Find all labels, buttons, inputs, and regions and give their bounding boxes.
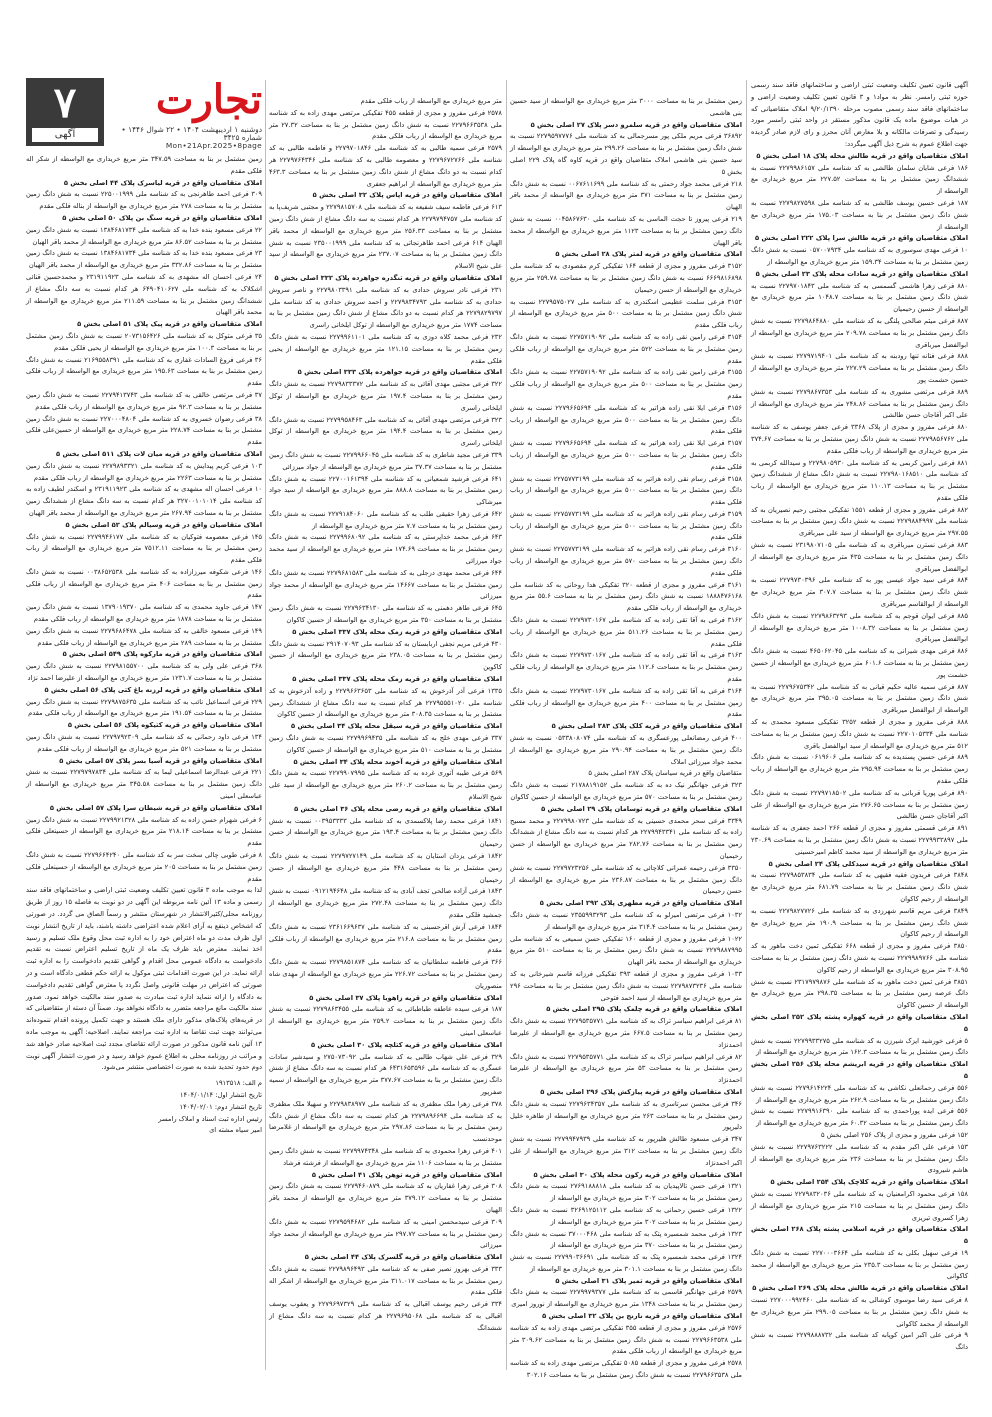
page-header — [26, 76, 262, 150]
notice-paragraph: ۲۲۹ فرعی اسماعیل نائب به کد شناسه ملی ۲۲۷۹۸۷۵۶۳۵ نسبت به شش دانگ زمین مشتمل بر بنا به مساحت ۱۹۱.۵۴ متر مربع خریداری مع الواسطه از رباب فلکی مقدم — [26, 697, 262, 718]
notice-paragraph: ۳۱۵۵ فرعی رامین نقی زاده به کد شناسه ملی ۲۲۷۵۷۱۹۰۹۲ نسبت به شش دانگ زمین مشتمل بر بنا به مساحت ۵۰۰ متر مربع خریداری مع الواسطه از رباب فلکی مقدم — [510, 368, 742, 400]
section-heading: املاک متقاضیان واقع در قریه توسامان پلاک ۲۹ اصلی بخش ۵ — [541, 804, 742, 813]
section-heading: املاک متقاضیان واقع در قریه زکون محله پلاک ۳۰ اصلی بخش ۵ — [533, 1170, 742, 1179]
section-label: آگهی — [32, 128, 98, 142]
notice-paragraph: ۱۸۴۴ فرعی آرش اقرحسینی به کد شناسه ملی ۲۳۶۱۶۶۹۶۳۷ نسبت به شش دانگ زمین مشتمل بر بنا به مساحت ۲۱۶.۸ متر مربع خریداری مع الواسطه از رباب فلکی مقدم — [269, 922, 502, 955]
notice-paragraph: ۳۸ فرعی رضوان خسروی به کد شناسه ملی ۲۲۷۰۰۰۴۸۰۴ نسبت به شش دانگ زمین مشتمل بر بنا به مساحت ۲۲۸.۷۴ متر مربع خریداری مع الواسطه از حسین‌علی فلکی مقدم — [26, 414, 262, 447]
notice-paragraph: ۳۳۳ فرعی بهروز نصیر صفی به کد شناسه ملی ۲۲۷۹۸۹۶۴۹۳ نسبت به شش دانگ زمین مشتمل بر بنا به مساحت ۳۱۱.۰۱۷ متر مربع خریداری مع الواسطه از اشکر اله فلکی مقدم — [269, 1264, 502, 1297]
notice-paragraph: ۵ فرعی خورشید ایزک شیرزن به کد شناسه ملی ۲۲۷۹۹۳۳۲۷۵ نسبت به شش دانگ زمین مشتمل بر بنا به مساحت ۱۶۲.۳ متر مربع خریداری مع الواسطه از — [751, 1036, 968, 1057]
text-column-3 — [269, 96, 502, 1370]
section-heading: املاک متقاضیان واقع در قریه زمک محله پلاک ۳۳۷ اصلی بخش ۵ — [292, 675, 502, 684]
notice-paragraph: ۳۷ فرعی مرتضی خالقی به کد شناسه ملی ۲۲۷۹۴۱۳۷۴۳ نسبت به شش دانگ زمین مشتمل بر بنا به مساحت ۹۲.۳ متر مربع خریداری مع الواسطه از رباب فلکی مقدم — [26, 390, 262, 411]
notice-paragraph: ۶۴۱ فرعی فرشید شمعیانی به کد شناسه ملی ۲۲۷۰۰۱۶۱۳۹۴ نسبت به شش دانگ زمین مشتمل بر بنا به مساحت ۸۸۸.۸ متر مربع خریداری مع الواسطه از سید جواد میرشاکی — [269, 474, 502, 507]
notice-paragraph: ۱۳۴ فرعی داود رحمانی به کد شناسه ملی ۲۲۷۹۷۹۲۳۰۹ نسبت به شش دانگ زمین مشتمل بر بنا به مساحت ۵۲۱ متر مربع خریداری مع الواسطه از رباب فلکی مقدم — [26, 733, 262, 753]
notice-paragraph: ۸۸۴ فرعی سید جواد عیسی پور به کد شناسه ملی ۲۲۷۹۷۳۰۳۹۶ نسبت به شش دانگ زمین مشتمل بر بنا به مساحت ۳۰۷.۷ متر مربع خریداری مع الواسطه از ابوالقاسم میرباقری — [751, 576, 968, 609]
notice-paragraph: ۱۸۴۲ فرعی یزدان استایان به کد شناسه ملی ۲۲۷۹۷۲۷۱۴۹ نسبت به شش دانگ زمین مشتمل بر بنا به مساحت ۴۴۸ متر مربع خریداری مع الواسطه از حسن رحیمیان — [269, 852, 503, 884]
notice-paragraph: ۳۲۳ فرعی جهانگیر نیک ده به کد شناسه ملی ۲۱۷۸۸۱۹۱۵۲ نسبت به شش دانگ زمین مشتمل بر بنا به مساحت ۵۷۰ متر مربع خریداری مع الواسطه از حسین کاکوان — [510, 781, 742, 802]
newspaper-logo: تجارت — [155, 76, 262, 123]
notice-paragraph: ۵۵۶ فرعی ایده پوراحمدی به کد شناسه ملی ۲۲۷۹۹۱۶۳۹۰ نسبت به شش دانگ زمین مشتمل بر بنا به مساحت ۶۰.۳۲ متر مربع خریداری مع الواسطه از — [751, 1107, 968, 1128]
section-heading: املاک متقاضیان واقع در قریه گلسرک پلاک ۴۴ اصلی بخش ۵ — [304, 1253, 502, 1262]
section-heading: املاک متقاضیان واقع در قریه کلاچک پلاک ۲۵۴ اصلی بخش ۵ — [770, 1178, 968, 1187]
notice-paragraph: ۳۴۷ فرعی مسعود طالش هلیرپور به کد شناسه ملی ۲۲۷۹۹۴۷۹۳۹ نسبت به شش دانگ زمین مشتمل بر بنا به مساحت ۳۱۲ متر مربع خریداری مع الواسطه از علی اکبر احمدنژاد — [510, 1135, 742, 1167]
section-heading: املاک متقاضیان واقع در قریه اسلامی پشته پلاک ۲۶۸ اصلی بخش ۵ — [751, 1225, 968, 1246]
section-heading: املاک متقاضیان واقع در قریه سنگ بن پلاک ۵۰ اصلی بخش ۵ — [62, 213, 262, 222]
notice-paragraph: ۱۴۶ فرعی شکوفه میرزازاده به کد شناسه ملی ۰۰۳۸۶۵۲۵۳۸ نسبت به شش دانگ زمین مشتمل بر بنا به مساحت ۴۰۶ متر مربع خریداری مع الواسطه از رباب فلکی مقدم — [26, 567, 262, 600]
notice-paragraph: ۲۵۷۹ فرعی جهانگیر قاسمی به کد شناسه ملی ۲۲۷۹۹۷۹۳۷۷ نسبت به شش دانگ زمین مشتمل بر بنا به مساحت ۱۳۴۸ متر مربع خریداری مع الواسطه از نوروز امیری — [510, 1288, 742, 1309]
notice-paragraph: ۲۳۲ فرعی محمد کلاه دوزی به کد شناسه ملی ۲۲۷۹۹۶۱۱۰۱ نسبت به شش دانگ زمین مشتمل بر بنا به مساحت ۱۲۱.۱۵ متر مربع خریداری مع الواسطه از یحیی فلکی مقدم — [269, 332, 503, 365]
section-heading: املاک متقاضیان واقع در قریه اپاس پلاک ۳۲ اصلی بخش ۵ — [312, 191, 502, 200]
notice-paragraph: ۱۸۴۳ فرعی آزاده صالحی تجف آبادی به کد شناسه ملی ۰۹۱۲۱۹۴۶۴۸ نسبت به شش دانگ زمین مشتمل بر بنا به مساحت ۲۷۲.۴۸ متر مربع خریداری مع الواسطه از جمشید فلکی مقدم — [269, 887, 502, 919]
section-heading: املاک متقاضیان واقع در قریه سلمرو دسر پلاک ۲۷ اصلی بخش ۵ — [530, 120, 742, 129]
notice-paragraph: زمین مشتمل بر بنا به مساحت ۳۰۰۰ متر مربع خریداری مع الواسطه از سید حسین بنی هاشمی — [510, 97, 742, 117]
notice-paragraph: ۸۸۸ فرعی فتانه تنها رودبنه به کد شناسه ملی ۲۲۷۹۷۱۹۴۰۱ نسبت به شش دانگ زمین مشتمل بر بنا به مساحت ۲۲۷.۲۹ متر مربع خریداری مع الواسطه از حسین حشمت پور — [751, 352, 968, 384]
notice-paragraph: ۳۰۹ فرعی سیدمحسن امینی به کد شناسه ملی ۲۲۷۹۵۹۴۶۸۲ نسبت به شش دانگ زمین مشتمل بر بنا به مساحت ۲۹۷.۷۲ متر مربع خریداری مع الواسطه از محمد جواد میرزائی — [269, 1217, 502, 1250]
notice-paragraph: ۳۲۹ فرعی علی شهاب طالبی به کد شناسه ملی ۲۷۵۰۷۳۰۹۲ و سیدشیر سادات عسگری به کد شناسه ملی ۶۴۳۱۶۵۳۵۹۶ هر کدام نسبت به سه دانگ مشاع از شش دانگ زمین مشتمل بر بنا به مساحت ۳۷۷.۶۷ متر مربع خریداری مع الواسطه از سمیه صفرپور — [269, 1052, 502, 1096]
section-heading: املاک متقاضیان واقع در قریه مطهری پلاک ۲۹۲ اصلی بخش ۵ — [539, 899, 742, 908]
section-heading: املاک متقاضیان واقع در قریه کتیکوه پلاک ۵۶ اصلی بخش ۵ — [67, 721, 262, 730]
notice-paragraph: ۱۸۷ فرعی سیده عاطفه طباطبائی به کد شناسه ملی ۲۲۷۹۸۶۳۴۵۵ نسبت به شش دانگ زمین مشتمل بر بنا به مساحت ۲۵۹.۲ متر مربع خریداری مع الواسطه از عباسعلی امینی — [269, 1005, 502, 1037]
section-heading: املاک متقاضیان واقع در قریه زاهوبا پلاک ۳۷ اصلی بخش ۵ — [309, 993, 502, 1002]
section-heading: املاک متقاضیان واقع در قریه شیطان سرا پلاک ۵۷ اصلی بخش ۵ — [49, 803, 262, 812]
notice-paragraph: ۸۸۸ فرعی مفروز و مجزی از قطعه ۳۲۵۲ تفکیکی مسعود محمدی به کد شناسه ملی ۲۲۷۰۱۰۵۳۳۴ نسبت به شش دانگ زمین مشتمل بر بنا به مساحت ۵۱۲ متر مربع خریداری مع الواسطه از سید ابوالفضل باقری — [751, 718, 968, 750]
notice-footer — [26, 1078, 262, 1137]
section-heading: املاک متقاضیان واقع در قریه میان لات پلاک ۵۱۱ اصلی بخش ۵ — [56, 449, 262, 458]
notice-paragraph: ۲۴ فرعی احسان اله مشهدی به کد شناسه ملی ۲۳۱۹۱۱۹۲۳ و محمدحسین قنائی اشکلاک به کد شناسه ملی ۶۴۹۰۴۱۰۶۲۷ هر کدام نسبت به سه دانگ مشاع از ششدانگ زمین مشتمل بر بنا به مساحت ۲۱۱.۵۹ متر مربع خریداری مع الواسطه از محمد باقر الهیان — [26, 272, 263, 317]
notice-paragraph: ۸ فرعی سید رضا موسوی کوشالی به کد شناسه ملی ۲۲۷۰۰۰۹۹۲۴۶۰ نسبت به شش دانگ زمین مشتمل بر بنا به مساحت ۲۹۹.۰۵ متر مربع خریداری مع الواسطه از محمد کاکوانی — [751, 1296, 968, 1328]
notice-paragraph: ۱۴۷ فرعی جاوید محمدی به کد شناسه ملی ۱۳۷۹۰۱۹۳۷۰ نسبت به شش دانگ زمین مشتمل بر بنا به مساحت ۱۸۷۸ متر مربع خریداری مع الواسطه از رباب فلکی مقدم — [26, 603, 262, 624]
notice-paragraph: ۳۳۹ فرعی مجید شاطری به کد شناسه ملی ۲۲۷۹۹۶۶۰۴۵ نسبت به شش دانگ زمین مشتمل بر بنا به مساحت ۳۷.۳۷ متر مربع خریداری مع الواسطه از جواد میرزائی — [269, 450, 502, 471]
notice-paragraph: ۸۸۷ فرعی میثم صالحی پلنگی به کد شناسه ملی ۲۲۷۹۸۶۴۸۸۰ نسبت به شش دانگ زمین مشتمل بر بنا به مساحت ۲۰۹.۷۸ متر مربع خریداری مع الواسطه از ابوالفضل میرباقری — [751, 316, 968, 349]
notice-paragraph: متقاضیان واقع در قریه سیاسان پلاک ۲۸۷ اصلی بخش ۵ — [588, 769, 742, 778]
section-heading: املاک متقاضیان واقع در قریه رضی محله پلاک ۳۶ اصلی بخش ۵ — [294, 804, 502, 813]
notice-paragraph: ۱۳۲۱ فرعی حسن تالاپیدیان به کد شناسه ملی ۲۷۶۹۱۸۸۸۱۸ نسبت به شش دانگ زمین مشتمل بر بنا به مساحت ۳۰۲ متر مربع خریداری مع الواسطه از — [510, 1182, 742, 1203]
notice-paragraph: ۱۰۳۳ فرعی مفروز و مجزی از قطعه ۳۹۳ تفکیکی فرزانه قاسم شیرخانی به کد شناسه ملی ۲۲۷۹۸۷۳۲۳۶ نسبت به شش دانگ زمین مشتمل بر بنا به مساحت ۲۹۶ متر مربع خریداری مع الواسطه از سید احمد فتوحی — [510, 969, 742, 1002]
section-heading: املاک متقاضیان واقع در قریه چلمک پلاک ۲۹۵ اصلی بخش ۵ — [546, 1005, 742, 1014]
notice-paragraph: ۸۸۵ فرعی ایوان قوجم به کد شناسه ملی ۲۲۷۹۸۶۳۲۹۳ نسبت به شش دانگ زمین مشتمل بر بنا به مساحت ۱۰۰۸.۳۲ متر مربع خریداری مع الواسطه از ابوالفضل میرباقری — [751, 611, 968, 644]
notice-paragraph: ۳۶۶ فرعی فاطمه سلطانیان به کد شناسه ملی ۲۲۷۹۸۵۱۸۷۴ نسبت به شش دانگ زمین مشتمل بر بنا به مساحت ۲۲۶.۷۲ متر مربع خریداری مع الواسطه از مهدی شاه منصوریان — [269, 958, 503, 990]
notice-paragraph: ۱۹ فرعی سهیل بکلی به کد شناسه ملی ۲۲۷۰۰۰۳۶۶۴ نسبت به شش دانگ زمین مشتمل بر بنا به مساحت ۲۳۵.۳ متر مربع خریداری مع الواسطه از محمد کاکوانی — [751, 1248, 968, 1281]
notice-paragraph: ۸۸۶ فرعی مهدی شیرانی به کد شناسه ملی ۴۶۵۰۶۲۰۴۵ نسبت به شش دانگ زمین مشتمل بر بنا به مساحت ۶۰۱.۶ متر مربع خریداری مع الواسطه از حسین حشمت پور — [751, 647, 969, 679]
section-heading: املاک متقاضیان واقع در قریه آخوند محله پلاک ۳۴ اصلی بخش ۵ — [293, 757, 502, 766]
notice-paragraph: ۸۸۹ فرعی مرتضی مشوری به کد شناسه ملی ۲۲۷۹۸۶۷۳۵۳ نسبت به شش دانگ زمین مشتمل بر بنا به مساحت ۲۴۸.۸۶ متر مربع خریداری مع الواسطه از علی اکبر آقاجان حسن طالشی — [751, 387, 968, 420]
section-heading: املاک متقاضیان واقع در قریه توهن پلاک ۴۱ اصلی بخش ۵ — [311, 1170, 502, 1179]
section-heading: املاک متقاضیان واقع در قریه نارنج بن پلاک ۳۲ اصلی بخش ۵ — [542, 1312, 742, 1321]
notice-paragraph: ۳۸۵۰ فرعی مفروز و مجزی از قطعه ۶۶۸ تفکیکی ثمین دخت ماهور به کد شناسه ملی ۲۲۷۹۹۸۹۷۶۶ نسبت به شش دانگ زمین مشتمل بر بنا به مساحت ۳۰۸.۹۵ متر مربع خریداری مع الواسطه از رحیم کاکوان — [751, 942, 968, 974]
notice-paragraph: ۳۸۴۸ فرعی فریدون فقیه فقیهی به کد شناسه ملی ۲۲۷۹۸۵۳۸۳۴ نسبت به شش دانگ زمین مشتمل بر بنا به مساحت ۶۸۱.۷۹ متر مربع خریداری مع الواسطه از رحیم کاکوان — [751, 871, 968, 903]
notice-paragraph: ۲۲۱ فرعی عبدالرضا اسماعیلی لیما به کد شناسه ملی ۲۲۷۹۷۹۷۸۳۴ نسبت به شش دانگ زمین مشتمل بر بنا به مساحت ۳۴۵.۵۸ متر مربع خریداری مع الواسطه از عباسعلی امینی — [26, 768, 262, 801]
notice-paragraph: ۶۱۳ فرعی فاطمه سیف شفیعه به کد شناسه ملی ۲۲۷۹۸۱۵۷۰۸ و مجتبی شریف‌پا به کد شناسه ملی ۲۲۷۹۷۹۴۷۵۷ هر کدام نسبت به سه دانگ مشاع از شش دانگ زمین مشتمل بر بنا به مساحت ۲۵۶.۳۳ متر مربع خریداری مع الواسطه از محمد باقر الهیان ۶۱۴ فرعی احمد طاهرنجاتی به کد شناسه ملی ۲۳۵۰۰۱۹۹۹ نسبت به شش دانگ زمین مشتمل بر بنا به مساحت ۲۳۷.۰۷ متر مربع خریداری مع الواسطه از سید علی شیخ الاسلام — [269, 203, 503, 271]
notice-paragraph: ۳۱۶۱ فرعی مفروز و مجزی از قطعه ۳۲۰ تفکیکی هدا روحانی به کد شناسه ملی ۱۸۸۸۴۷۶۱۶۸ نسبت به شش دانگ زمین مشتمل بر بنا به مساحت ۵۵.۶ متر مربع خریداری مع الواسطه از رباب فلکی مقدم — [510, 580, 742, 613]
notice-paragraph: ۳۱۵۴ فرعی رامین نقی زاده به کد شناسه ملی ۲۲۷۵۷۱۹۰۹۲ نسبت به شش دانگ زمین مشتمل بر بنا به مساحت ۵۲۲ متر مربع خریداری مع الواسطه از رباب فلکی مقدم — [510, 332, 742, 365]
footer-date2: تاریخ انتشار دوم: ۱۴۰۴/۰۲/۰۱ — [179, 1102, 262, 1111]
notice-paragraph: ۱۳۲۴ فرعی محمد شمسیره پتک به کد شناسه ملی ۲۲۷۹۹۰۳۶۶۹۱ نسبت به شش دانگ زمین مشتمل بر بنا به مساحت ۳۰۱.۱ متر مربع خریداری مع الواسطه از — [510, 1253, 742, 1273]
notice-paragraph: ۵۶۹ فرعی طیبه آتوری غرده به کد شناسه ملی ۲۲۷۹۹۰۷۹۹۵ نسبت به شش دانگ زمین مشتمل بر بنا به مساحت ۲۶۰.۲ متر مربع خریداری مع الواسطه از سید علی شیخ الاسلام — [269, 769, 503, 802]
section-heading: املاک متقاضیان واقع در قریه سادات محله پلاک ۲۳ اصلی بخش ۵ — [755, 269, 968, 278]
notice-paragraph: ۳۳۴ فرعی رحیم یوسف اقبالی به کد شناسه ملی ۲۲۷۹۶۹۷۳۲۹ و یعقوب یوسف اقبالی به کد شناسه ملی ۲۲۷۹۶۹۵۰۶۸ هر کدام نسبت به سه دانگ مشاع از ششدانگ — [269, 1300, 503, 1332]
notice-paragraph: ۲۱۸ فرعی محمد جواد رحمتی به کد شناسه ملی ۰۰۶۷۶۱۱۶۹۹ نسبت به شش دانگ زمین مشتمل بر بنا به مساحت ۳۷۱ متر مربع خریداری مع الواسطه از محمد باقر الهیان — [510, 179, 742, 212]
notice-paragraph: آگهی قانون تعیین تکلیف وضعیت ثبتی اراضی و ساختمانهای فاقد سند رسمی حوزه ثبتی رامسر. نظر به مواد۱ و ۳ قانون تعیین تکلیف وضعیت اراضی و ساختمانهای فاقد سند رسمی مصوب مرحله ۹/۲۰/۱۳۹۰ املاک متقاضیانی که در هیات موضوع ماده یک قانون مذکور مستقر در واحد ثبتی رامسر مورد رسیدگی و تصرفات مالکانه و بلا معارض آنان محرز و رای لازم صادر گردیده جهت اطلاع عموم به شرح ذیل آگهی میگردد: — [751, 81, 968, 148]
notice-paragraph: ۳۸۵۱ فرعی ثمین دخت ماهور به کد شناسه ملی ۲۳۱۷۹۷۹۸۷۶ نسبت به شش دانگ عرصه زمین مشتمل بر بنا به مساحت ۲۹۸.۳۵ متر مربع خریداری مع الواسطه از حسین کاکوان — [751, 977, 968, 1010]
notice-paragraph: ۲۵۷۸ فرعی مفروز و مجزی از قطعه ۵۰۸۵ تفکیکی مرتضی مهدی زاده به کد شناسه ملی ۲۲۷۹۶۶۳۵۳۸ نسبت به شش دانگ زمین مشتمل بر بنا به مساحت ۳۰۲.۱۶ — [510, 1359, 742, 1380]
notice-paragraph: ۳۱۶۲ فرعی به آقا تقی زاده به کد شناسه ملی ۲۲۷۹۷۳۰۱۶۷ نسبت به شش دانگ زمین مشتمل بر بنا به مساحت ۵۱۱.۲۶ متر مربع خریداری مع الواسطه از رباب فلکی مقدم — [510, 616, 742, 648]
text-column-4 — [26, 154, 262, 1370]
notice-paragraph: ۳۵ فرعی متوکل به کد شناسه ملی ۲۰۷۳۱۵۶۴۲۶ نسبت به شش دانگ زمین مشتمل بر بنا به مساحت ۱۰۰.۳ متر مربع خریداری مع الواسطه از یحیی فلکی مقدم — [26, 331, 262, 352]
column-rule — [746, 80, 747, 1370]
notice-paragraph: ۱۳۳۵ فرعی آذر آذرخوش به کد شناسه ملی ۲۲۷۹۶۶۳۶۵۳ و زاده آذرخوش به کد شناسه ملی ۲۲۷۹۵۵۵۱۰۲۰ هر کدام نسبت به سه دانگ مشاع از ششدانگ زمین مشتمل بر بنا به مساحت ۳۰۸.۳۵ متر مربع خریداری مع الواسطه از حسین کاکوان — [269, 686, 502, 719]
section-heading: املاک متقاضیان واقع در قریه پیک پلاک ۵۱ اصلی بخش ۵ — [77, 320, 262, 329]
notice-paragraph: ۳۶۸ فرعی علی ولی به کد شناسه ملی ۲۲۷۹۸۱۵۵۷۰۰ نسبت به شش دانگ زمین مشتمل بر بنا به مساحت ۱۲۳۱.۷ متر مربع خریداری مع الواسطه از علیرضا احمد نژاد — [26, 662, 262, 683]
section-heading: املاک متقاضیان واقع در قریه لمتر پلاک ۲۸ اصلی بخش ۵ — [555, 250, 742, 259]
notice-paragraph: ۲۱۹ فرعی پیروز تا حجت الماسی به کد شناسه ملی ۰۰۴۵۸۶۷۶۳۰ نسبت به شش دانگ زمین مشتمل بر بنا به مساحت ۱۱۲۳ متر مربع خریداری مع الواسطه از محمد باقر الهیان — [510, 214, 742, 247]
section-heading: املاک متقاضیان واقع در قریه لرزنه باغ کتی پلاک ۵۶ اصلی بخش ۵ — [44, 685, 262, 694]
notice-paragraph: ۱۰ فرعی مهدی سوسوری به کد شناسه ملی ۰۵۷۰۰۷۹۳۴ نسبت به شش دانگ زمین مشتمل بر بنا به مساحت ۱۵۹.۳۴ متر مربع خریداری مع الواسطه از — [751, 246, 968, 266]
notice-paragraph: ۸۸۹ فرعی حسین پسندیده به کد شناسه ملی ۰۶۱۹۶۰۶ نسبت به شش دانگ زمین مشتمل بر بنا به مساحت ۲۹۵.۹۴ متر مربع خریداری مع الواسطه از رباب فلکی مقدم — [751, 753, 968, 786]
notice-paragraph: ۳۱۶۳ فرعی به آقا تقی زاده به کد شناسه ملی ۲۲۷۹۷۳۰۱۶۷ نسبت به شش دانگ زمین مشتمل بر بنا به مساحت ۱۱۲.۶ متر مربع خریداری مع الواسطه از رباب فلکی مقدم — [510, 651, 742, 684]
notice-paragraph: ۳۲۳ فرعی مرتضی مهدی آقائی به کد شناسه ملی ۲۲۷۹۹۵۸۴۶۳ نسبت به شش دانگ زمین مشتمل بر بنا به مساحت ۱۹۴.۴ متر مربع خریداری مع الواسطه از توکل ایلخانی راسری — [269, 415, 502, 448]
notice-paragraph: ۱۰۳۲ فرعی مرتضی امیرلو به کد شناسه ملی ۲۳۵۵۹۹۳۲۹۳ نسبت به شش دانگ زمین مشتمل بر بنا به مساحت ۳۱۴.۴ متر مربع خریداری مع الواسطه از — [510, 910, 742, 931]
notice-paragraph: ۳۴۶ فرعی محسن سرتاسری به کد شناسه ملی ۲۲۷۹۶۳۴۳۵۷ نسبت به شش دانگ زمین مشتمل بر بنا به مساحت ۲۶۳ متر مربع خریداری مع الواسطه از طاهره خلیل دلیرپور — [510, 1099, 742, 1132]
notice-paragraph: ۶ فرعی شهرام حسن زاده به کد شناسه ملی ۲۲۷۹۹۲۱۳۲۸ نسبت به شش دانگ زمین مشتمل بر بنا به مساحت ۲۱۸.۱۴ متر مربع خریداری مع الواسطه از حسینعلی فلکی مقدم — [26, 815, 263, 848]
section-heading: املاک متقاضیان واقع در قریه وسیالم پلاک ۵۲ اصلی بخش ۵ — [65, 520, 262, 529]
notice-paragraph: ۱۴۵ فرعی معصومه فتوکیان به کد شناسه ملی ۲۲۷۹۹۴۶۱۷۷ نسبت به شش دانگ زمین مشتمل بر بنا به مساحت ۷۵۱۲.۱۱ متر مربع خریداری مع الواسطه از رباب فلکی مقدم — [26, 532, 262, 565]
section-heading: املاک متقاضیان واقع در قریه جواهرده پلاک ۳۳۳ اصلی بخش ۵ — [297, 368, 502, 377]
notice-paragraph: لذا به موجب ماده ۳ قانون تعیین تکلیف وضعیت ثبتی اراضی و ساختمانهای فاقد سند رسمی و ماده ۱۳ آئین نامه مربوطه این آگهی در دو نوبت به فاصله ۱۵ روز از طریق روزنامه محلی/کثیرالانتشار در شهرستان منتشر و رسماً الصاق می گردد. در صورتی که اشخاص ذینفع به آرای اعلام شده اعتراضی داشته باشند، باید از تاریخ انتشار نوبت اول ظرف مدت دو ماه اعتراض خود را به اداره ثبت محل وقوع ملک تسلیم و رسید اخذ نمایند. معترض باید ظرف یک ماه از تاریخ تسلیم اعتراض نسبت به تقدیم دادخواست به دادگاه عمومی محل اقدام و گواهی تقدیم دادخواست را به اداره ثبت ارائه نماید. در این صورت اقدامات ثبتی موکول به ارائه حکم قطعی دادگاه است و در صورتی که اعتراض در مهلت قانونی واصل نگردد یا معترض گواهی تقدیم دادخواست به دادگاه را ارائه ننماید اداره ثبت مبادرت به صدور سند مالکیت خواهد نمود. صدور سند مالکیت مانع مراجعه متضرر به دادگاه نخواهد بود. ضمناً آن دسته از متقاضیانی که در قریه‌های پلاک‌های مذکور دارای ملک هستند و جهت تکمیل پرونده اقدام ننموده‌اند می‌توانند جهت ثبت تقاضا به اداره ثبت مراجعه نمایند. اصلاحیه: آگهی به موجب ماده ۱۳ آئین نامه قانون مذکور در صورت ارائه تقاضای مجدد ثبت اصلاحیه صادر خواهد شد و مراتب در روزنامه محلی به اطلاع عموم خواهد رسید و در صورت انتشار آگهی نوبت دوم حدود تحدید شده به صورت اختصاصی منتشر می‌شود. — [26, 886, 263, 1072]
notice-paragraph: ۸۸۷ فرعی سمیه عالیه حکیم قیانی به کد شناسه ملی ۲۲۷۹۶۷۵۳۴۲ نسبت به شش دانگ زمین مشتمل بر بنا به مساحت ۳۹۵.۰۵ متر مربع خریداری مع الواسطه از ابوالفضل میرباقری — [751, 682, 968, 715]
column-rule — [265, 80, 266, 1370]
section-heading: املاک متقاضیان واقع در قریه کلک پلاک ۲۸۳ اصلی بخش ۵ — [551, 722, 742, 731]
notice-paragraph: ۴۰۱ فرعی زهرا محمودی به کد شناسه ملی ۲۲۷۹۹۷۴۳۴۸ نسبت به شش دانگ زمین مشتمل بر بنا به مساحت ۱۱۰۶ متر مربع خریداری مع الواسطه از فرشته فرشاد — [269, 1146, 502, 1167]
notice-paragraph: ۸۹۱ فرعی قسمتی مفروز و مجزی از قطعه ۲۶۶ احمد جعفری به کد شناسه ملی ۲۲۷۹۹۳۳۸۹۷ نسبت به شش دانگ زمین مشتمل بر بنا به مساحت ۲۳۰.۶۹ متر مربع خریداری مع الواسطه از سید محمد کاظم امیرحسینی — [751, 824, 969, 856]
notice-paragraph: ۶۴۵ فرعی طاهر دهمنی به کد شناسه ملی ۲۲۷۹۶۳۴۱۳۰ نسبت به شش دانگ زمین مشتمل بر بنا به مساحت ۳۵۰ متر مربع خریداری مع الواسطه از حسین کاکوان — [269, 604, 502, 625]
footer-office: رئیس اداره ثبت اسناد و املاک رامسر — [158, 1114, 262, 1123]
notice-paragraph: ۲۳۱ فرعی نادر سروش حدادی به کد شناسه ملی ۲۲۷۹۸۰۳۳۹۱ و ناصر سروش حدادی به کد شناسه ملی ۲۲۷۹۸۳۴۷۹۳ و احمد سروش حدادی به کد شناسه ملی ۲۲۷۹۸۲۹۷۹۷ هر کدام نسبت به دو دانگ مشاع از شش دانگ زمین مشتمل بر بنا به مساحت ۱۷۷۴ متر مربع خریداری مع الواسطه از توکل ایلخانی راسری — [269, 285, 503, 330]
notice-paragraph: ۱۳۲۳ فرعی محمد شمسیره پتک به کد شناسه ملی ۳۷۰۰۰۴۶۸ نسبت به شش دانگ زمین مشتمل بر بنا به مساحت ۳۷۰ متر مربع خریداری مع الواسطه از — [510, 1229, 742, 1250]
notice-paragraph: ۶۴۲ فرعی زهرا حقیقی طلب به کد شناسه ملی ۲۲۷۹۱۸۴۰۶۰ نسبت به شش دانگ زمین مشتمل بر بنا به مساحت ۷.۷ متر مربع خریداری مع الواسطه از — [269, 509, 502, 530]
notice-paragraph: ۳۶۸۹۲ فرعی مریم ملکی پور مسرجمالی به کد شناسه ملی ۲۲۷۹۵۹۷۷۷۶ نسبت به شش دانگ زمین مشتمل بر بنا به مساحت ۲۹۹.۲۶ متر مربع خریداری مع الواسطه از سید حسین بنی هاشمی املاک متقاضیان واقع در قریه کاوه گاه پلاک ۲۲۹ اصلی بخش ۵ — [510, 132, 743, 176]
section-heading: املاک متقاضیان واقع در قریه آسیا بسر پلاک ۵۷ اصلی بخش ۵ — [59, 756, 262, 765]
notice-paragraph: ۱۵۳ فرعی علی اکبر مقدم به کد شناسه ملی ۲۲۷۹۷۶۳۲۲۲ نسبت به شش دانگ زمین مشتمل بر بنا به مساحت ۲۳۶ متر مربع خریداری مع الواسطه از هاشم شیرودی — [751, 1142, 968, 1175]
notice-paragraph: ۴۳۰ فرعی مریم نجفی اربابستان به کد شناسه ملی ۲۹۱۴۰۷۰۹۳ نسبت به شش دانگ زمین مشتمل بر بنا به مساحت ۲۳۸.۰۵ متر مربع خریداری مع الواسطه از حسین کاکوین — [269, 639, 502, 672]
notice-paragraph: ۳۲۲ فرعی مجتبی مهدی آقائی به کد شناسه ملی ۲۲۷۹۸۳۳۳۷۲ نسبت به شش دانگ زمین مشتمل بر بنا به مساحت ۱۹۷.۴ متر مربع خریداری مع الواسطه از توکل ایلخانی راسری — [269, 380, 502, 412]
notice-paragraph: ۵۵۶ فرعی رحمانعلی نکاشی به کد شناسه ملی ۲۲۷۹۶۱۴۲۲۴ نسبت به شش دانگ زمین مشتمل بر بنا به مساحت ۲۶۲.۹ متر مربع خریداری مع الواسطه از — [751, 1083, 968, 1104]
dateline-latin: Mon•21Apr.2025•8page — [165, 141, 262, 150]
notice-paragraph: ۳۳۴۹ فرعی سحر محمدی حسینی به کد شناسه ملی ۲۲۷۹۹۸۰۷۲۳ و محمد مسیح زاده به کد شناسه ملی ۲۲۷۹۹۴۳۳۴۱ هر کدام نسبت به سه دانگ مشاع از ششدانگ زمین مشتمل بر بنا به مساحت ۲۸۲.۷۶ متر مربع خریداری مع الواسطه از حسن رحیمیان — [510, 816, 742, 860]
notice-paragraph: ۳۱۵۷ فرعی ایلا نقی زاده هزاتیر به کد شناسه ملی ۲۲۷۹۶۶۵۶۹۴ نسبت به شش دانگ زمین مشتمل بر بنا به مساحت ۵۰۰ متر مربع خریداری مع الواسطه از رباب فلکی مقدم — [510, 439, 743, 471]
page-number: ۷ — [53, 78, 77, 127]
notice-paragraph: ۶۴۳ فرعی محمد خداپرستی به کد شناسه ملی ۲۲۷۹۹۶۸۰۹۲ نسبت به شش دانگ زمین مشتمل بر بنا به مساحت ۱۷۴.۶۹ متر مربع خریداری مع الواسطه از سید محمد جواد میرزائی — [269, 533, 502, 566]
text-column-1 — [751, 80, 968, 1370]
notice-paragraph: ۸۸۳ فرعی نسترن میرباقری به کد شناسه ملی ۲۳۱۹۸۰۷۱۰۵ نسبت به شش دانگ زمین مشتمل بر بنا به مساحت ۴۳۵ متر مربع خریداری مع الواسطه از ابوالفضل میرباقری — [751, 541, 968, 573]
notice-paragraph: ۱۸۷ فرعی حسین یوسف طالشی به کد شناسه ملی ۲۲۷۹۸۲۷۵۹۸ نسبت به شش دانگ زمین مشتمل بر بنا به مساحت ۱۷۵.۰۳ متر مربع خریداری مع الواسطه از — [751, 198, 968, 231]
section-heading: املاک متقاضیان واقع در قریه تنگدره جواهرده پلاک ۳۳۲ اصلی بخش ۵ — [274, 273, 502, 282]
notice-paragraph: ۳۱۵۶ فرعی ایلا نقی زاده هزاتیر به کد شناسه ملی ۲۲۷۹۶۶۵۶۹۴ نسبت به شش دانگ زمین مشتمل بر بنا به مساحت ۵۰۰ متر مربع خریداری مع الواسطه از رباب فلکی مقدم — [510, 403, 743, 436]
section-heading: املاک متقاضیان واقع در قریه طالش محله پلاک ۲۶۹ اصلی بخش ۵ — [752, 1284, 968, 1293]
notice-paragraph: ۲۵۷۸ فرعی مفروز و مجزی از قطعه ۴۵۵ تفکیکی مرتضی مهدی زاده به کد شناسه ملی ۲۲۷۹۶۶۳۵۳۸ نسبت به شش دانگ زمین مشتمل بر بنا به مساحت ۲۷.۳۲ متر مربع خریداری مع الواسطه از رباب فلکی مقدم — [269, 108, 502, 141]
section-heading: املاک متقاضیان واقع در قریه کتلچه پلاک ۳۰ اصلی بخش ۵ — [310, 1040, 502, 1049]
notice-paragraph: ۱۰۳ فرعی کریم پیدایش به کد شناسه ملی ۲۲۷۹۸۹۳۳۲۱ نسبت به شش دانگ زمین مشتمل بر بنا به مساحت ۲۲۶۳ متر مربع خریداری مع الواسطه از رباب فلکی مقدم — [26, 461, 262, 482]
notice-paragraph: ۸۲ فرعی ابراهیم سیاسر تراک به کد شناسه ملی ۲۲۷۹۵۳۵۷۷۱ نسبت به شش دانگ زمین مشتمل بر بنا به مساحت ۵۳ متر مربع خریداری مع الواسطه از علیرضا احمدنژاد — [510, 1052, 742, 1085]
section-heading: املاک متقاضیان واقع در قریه ابریشم محله پلاک ۲۵۶ اصلی بخش ۵ — [751, 1060, 968, 1080]
notice-paragraph: ۸۸۱ فرعی رامین کربمی به کد شناسه ملی ۲۲۷۹۸۰۵۹۳۰ و سیدالله کربمی به کد شناسه ملی ۲۲۷۹۸۰۱۶۸۵۱۰ نسبت به شش دانگ مشاع از ششدانگ زمین مشتمل بر بنا به مساحت ۱۱۰.۱۳ متر مربع خریداری مع الواسطه از رباب فلکی مقدم — [751, 458, 969, 502]
footer-date1: تاریخ انتشار اول: ۱۴۰۴/۰۱/۱۴ — [179, 1090, 262, 1099]
notice-paragraph: ۸ فرعی طوبی چالی سخت سر به کد شناسه ملی ۲۲۷۹۶۶۴۲۴۰ نسبت به شش دانگ زمین مشتمل بر بنا به مساحت ۲۰۵ متر مربع خریداری مع الواسطه از حسینعلی فلکی مقدم — [26, 851, 262, 883]
notice-paragraph: ۳۷۸ فرعی زهرا ملک مظفری به کد شناسه ملی ۲۲۷۹۸۳۸۹۷۷ و سهیلا ملک مظفری به کد شناسه ملی ۲۲۷۹۸۹۶۶۹۴ هر کدام نسبت به سه دانگ مشاع از شش دانگ زمین مشتمل بر بنا به مساحت ۲۹۷.۸۶ متر مربع خریداری مع الواسطه از غلامرضا موحدنسب — [269, 1099, 503, 1144]
notice-paragraph: ۳۱۶۰ فرعی رسام نقی زاده هزاتیر به کد شناسه ملی ۲۲۷۵۷۷۳۱۹۹ نسبت به شش دانگ زمین مشتمل بر بنا به مساحت ۵۷۰ متر مربع خریداری مع الواسطه از رباب فلکی مقدم — [510, 545, 743, 577]
section-heading: املاک متقاضیان واقع در قریه کهواره پشته پلاک ۲۵۲ اصلی بخش ۵ — [751, 1012, 968, 1033]
section-heading: املاک متقاضیان واقع در قریه سیقل محله پلاک ۳۴ اصلی بخش ۵ — [291, 722, 502, 731]
notice-paragraph: ۳۳۷ فرعی مهدی خلج به کد شناسه ملی ۲۲۷۹۹۶۹۴۳۵ نسبت به شش دانگ زمین مشتمل بر بنا به مساحت ۵۱۰ متر مربع خریداری مع الواسطه از حسین کاکوان — [269, 734, 502, 754]
notice-paragraph: ۹ فرعی علی اکبر امین کوپابه کد شناسه ملی ۲۲۷۹۸۸۸۷۳۲ نسبت به شش دانگ — [751, 1331, 968, 1352]
notice-paragraph: ۲۵۷۶ فرعی مفروز و مجزی از قطعه ۳۵۵ تفکیکی مرتضی مهدی زاده به کد شناسه ملی ۲۲۷۹۶۶۳۵۳۸ نسبت به شش دانگ زمین مشتمل بر بنا به مساحت ۳۰۹.۶۲ متر مربع خریداری مع الواسطه از رباب فلکی مقدم — [510, 1323, 743, 1356]
dateline — [110, 125, 262, 150]
notice-paragraph: ۳۸۴۹ فرعی مریم قاسم شهرزدی به کد شناسه ملی ۲۲۷۹۸۲۷۷۲۶ نسبت به شش دانگ زمین مشتمل بر بنا به مساحت ۱۹۰.۹ متر مربع خریداری مع الواسطه از رحیم کاکوان — [751, 906, 968, 939]
section-heading: املاک متقاضیان واقع در قریه سیدکلی پلاک ۲۴ اصلی بخش ۵ — [768, 859, 968, 868]
notice-paragraph: ۱۰۲۲ فرعی مفروز و مجزی از قطعه ۱۶۰ تفکیکی حسن سمیعی به کد شناسه ملی ۲۲۷۹۸۸۷۹۹۵ نسبت به شش دانگ زمین مشتمل بر بنا به مساحت ۵۱۰ متر مربع خریداری مع الواسطه از محمد باقر الهیان — [510, 934, 742, 967]
notice-paragraph: ۳۱۵۳ فرعی سلمت عظیمی اسکندری به کد شناسه ملی ۲۲۷۹۵۷۵۰۲۷ نسبت به شش دانگ زمین مشتمل بر بنا به مساحت ۵۰۰ متر مربع خریداری مع الواسطه از رباب فلکی مقدم — [510, 297, 742, 330]
notice-paragraph: ۸۱ فرعی ابراهیم سیاسر تراک به کد شناسه ملی ۲۲۷۹۵۳۵۷۷۱ نسبت به شش دانگ زمین مشتمل بر بنا به مساحت ۶۶۷.۵ متر مربع خریداری مع الواسطه از علیرضا احمدنژاد — [510, 1017, 742, 1049]
notice-paragraph: ۲۳ فرعی مسعود بنده خدا به کد شناسه ملی ۱۳۸۴۶۸۱۷۳۴ نسبت به شش دانگ زمین مشتمل بر بنا به مساحت ۳۳۲.۸۶ متر مربع خریداری مع الواسطه از محمد باقر الهیان — [26, 249, 262, 270]
notice-paragraph: ۲۲ فرعی مسعود بنده خدا به کد شناسه ملی ۱۳۸۴۶۸۱۷۳۴ نسبت به شش دانگ زمین مشتمل بر بنا به مساحت ۸۶.۵۲ متر مربع خریداری مع الواسطه از محمد باقر الهیان — [26, 225, 262, 246]
section-heading: املاک متقاضیان واقع در قریه تمیر پلاک ۳۱ اصلی بخش ۵ — [555, 1276, 742, 1285]
notice-paragraph: ۳۰۹ فرعی احمد طاهرنجی به کد شناسه ملی ۲۲۵۰۰۱۹۹۹ نسبت به شش دانگ زمین مشتمل بر بنا به مساحت ۲۷۸ متر مربع خریداری مع الواسطه از بناله فلکی مقدم — [26, 190, 262, 211]
notice-paragraph: ۳۱۶۴ فرعی به آقا تقی زاده به کد شناسه ملی ۲۲۷۹۷۳۰۱۶۷ نسبت به شش دانگ زمین مشتمل بر بنا به مساحت ۴۰۰ متر مربع خریداری مع الواسطه از رباب فلکی مقدم — [510, 686, 742, 719]
notice-paragraph: ۸۸۲ فرعی مفروز و مجزی از قطعه ۱۵۵۱ تفکیکی مجتبی رحیم نصیریان به کد شناسه ملی ۲۲۷۹۸۸۴۹۹۷ نسبت به شش دانگ زمین مشتمل بر بنا به مساحت ۲۹۷.۵۵ متر مربع خریداری مع الواسطه از سید علی میرباقری — [751, 505, 968, 538]
footer-ref: م الف: ۱۹۱۳۵۱۸ — [215, 1079, 262, 1088]
notice-paragraph: ۳۱۵۹ فرعی رسام نقی زاده هزاتیر به کد شناسه ملی ۲۲۷۵۷۷۳۱۹۹ نسبت به شش دانگ زمین مشتمل بر بنا به مساحت ۵۰۰ متر مربع خریداری مع الواسطه از رباب فلکی مقدم — [510, 509, 743, 542]
notice-paragraph: ۱۸۶ فرعی شایان سلمان طالشی به کد شناسه ملی ۲۲۷۹۹۸۶۱۵۷ نسبت به ششدانگ زمین مشتمل بر بنا به مساحت ۲۲۷.۵۲ متر مربع خریداری مع الواسطه از — [751, 163, 968, 196]
notice-paragraph: زمین مشتمل بر بنا به مساحت ۳۴۷.۵۹ متر مربع خریداری مع الواسطه از شکر اله فلکی مقدم — [26, 155, 263, 175]
notice-paragraph: ۱۸۴۱ فرعی محمد رضا پلاکسمدی به کد شناسه ملی ۰۰۳۹۵۳۳۳۳ نسبت به شش دانگ زمین مشتمل بر بنا به مساحت ۱۹۳.۴ متر مربع خریداری مع الواسطه از حسن رحیمیان — [269, 816, 502, 849]
dateline-persian: دوشنبه ۱ اردیبهشت ۱۴۰۴ • ۲۲ شوال ۱۴۴۶ • شماره ۳۴۲۵ — [121, 125, 262, 142]
section-heading: املاک متقاضیان واقع در قریه زمک محله پلاک ۳۳۷ اصلی بخش ۵ — [292, 627, 502, 636]
notice-paragraph: ۳۶ فرعی فروغ السادات غفاری به کد شناسه ملی ۲۱۶۹۵۵۸۳۹۱ نسبت به شش دانگ زمین مشتمل بر بنا به مساحت ۱۹۵.۶۳ متر مربع خریداری مع الواسطه از رباب فلکی مقدم — [26, 355, 262, 388]
notice-paragraph: ۸۸۰ فرعی زهرا هاشمی گسمسی به کد شناسه ملی ۲۲۷۹۷۰۱۸۴۳ نسبت به شش دانگ زمین مشتمل بر بنا به مساحت ۱۰۴۸.۷ متر مربع خریداری مع الواسطه از حسین رحیمیان — [751, 281, 968, 314]
notice-paragraph: ۸۸۰ فرعی مفروز و مجزی از پلاک ۳۳۶۸ فرعی جعفر یوسفی به کد شناسه ملی ۲۲۷۹۸۵۶۷۶۲ نسبت به شش دانگ زمین مشتمل بر بنا به مساحت ۳۷۴.۶۷ متر مربع خریداری مع الواسطه از رباب فلکی مقدم — [751, 423, 968, 455]
section-heading: املاک متقاضیان واقع در قریه پیازکش پلاک ۲۹۶ اصلی بخش ۵ — [540, 1087, 742, 1096]
notice-paragraph: ۱۵۲ فرعی مفروز و مجزی از پلاک ۲۵۶ اصلی بخش ۵ — [821, 1130, 968, 1139]
notice-paragraph: ۱۳۲۲ فرعی حسین رحمانی به کد شناسه ملی ۳۲۶۹۱۲۵۱۱۲ نسبت به شش دانگ زمین مشتمل بر بنا به مساحت ۳۰۲ متر مربع خریداری مع الواسطه از — [510, 1205, 742, 1226]
notice-paragraph: ۱۵۸ فرعی محمود اکرامعنیان به کد شناسه ملی ۲۲۷۹۸۳۲۰۳۶ نسبت به شش دانگ زمین مشتمل بر بنا به مساحت ۲۱۵ متر مربع خریداری مع الواسطه از زهرا کسروی تبریزی — [751, 1189, 968, 1222]
notice-paragraph: ۴۰۰ فرعی رمضانعلی پورعسگری به کد شناسه ملی ۰۵۳۳۸۰۸۰۷۴ نسبت به شش دانگ زمین مشتمل بر بنا به مساحت ۲۹۰.۹۴ متر مربع خریداری مع الواسطه از محمد جواد میرزائی املاک — [510, 734, 742, 766]
notice-paragraph: ۳۰۸ فرعی زهرا غفاریان به کد شناسه ملی ۲۲۷۹۴۶۰۸۷۹ نسبت به شش دانگ زمین مشتمل بر بنا به مساحت ۳۷۹.۱۲ متر مربع خریداری مع الواسطه از محمد باقر الهیان — [269, 1182, 503, 1214]
notice-paragraph: متر مربع خریداری مع الواسطه از رباب فلکی مقدم — [360, 97, 502, 105]
notice-paragraph: ۳۱۵۲ فرعی مفروز و مجزی از قطعه ۱۶۴ تفکیکی کرم مقصودی به کد شناسه ملی ۶۶۶۹۸۱۶۸۹۸ نسبت به شش دانگ زمین مشتمل بر بنا به مساحت ۲۵۹.۷۸ متر مربع خریداری مع الواسطه از حسن رحیمیان — [510, 262, 742, 294]
footer-name: امیر سیاه مشته ای — [209, 1126, 262, 1135]
column-rule — [506, 80, 507, 1370]
notice-paragraph: ۳۱۵۸ فرعی رسام نقی زاده هزاتیر به کد شناسه ملی ۲۲۷۵۷۷۳۱۹۹ نسبت به شش دانگ زمین مشتمل بر بنا به مساحت ۵۰۰ متر مربع خریداری مع الواسطه از رباب فلکی مقدم — [510, 474, 743, 507]
notice-paragraph: ۱۰ فرعی احسان اله مشهدی به کد شناسه ملی ۲۳۱۹۱۱۹۲۳ و اسکندر لطیف زاده به کد شناسه ملی ۳۲۷۰۰۱۰۱۰۱۴ هر کدام نسبت به سه دانگ مشاع از ششدانگ زمین مشتمل بر بنا به مساحت ۲۶۷.۹۴ متر مربع خریداری مع الواسطه از محمد باقر الهیان — [26, 485, 263, 517]
notice-paragraph: ۳۳۵۰ فرعی رحیمه عمرانی کلاچائی به کد شناسه ملی ۲۲۷۹۷۲۳۲۵۶ نسبت به شش دانگ زمین مشتمل بر بنا به مساحت ۲۳۶.۸۷ متر مربع خریداری مع الواسطه از حسن رحیمیان — [510, 863, 742, 896]
notice-paragraph: ۱۴۹ فرعی مسعود خالقی به کد شناسه ملی ۲۲۷۹۶۸۶۴۷۸ نسبت به شش دانگ زمین مشتمل بر بنا به مساحت ۲۸۹ متر مربع خریداری مع الواسطه از رباب فلکی مقدم — [26, 626, 262, 647]
section-heading: املاک متقاضیان واقع در قریه مارکوه پلاک ۵۴۹ اصلی بخش ۵ — [62, 650, 262, 659]
notice-paragraph: ۸۹۰ فرعی پوریا قربانی به کد شناسه ملی ۲۲۷۹۷۱۸۵۰۲ نسبت به شش دانگ زمین مشتمل بر بنا به مساحت ۲۷۶.۶۵ متر مربع خریداری مع الواسطه از علی اکبر آقاجان حسن طالشی — [751, 788, 968, 821]
notice-paragraph: ۲۵۷۹ فرعی سمیه طالبی به کد شناسه ملی ۲۲۷۹۷۰۱۸۴۶ و فاطمه طالبی به کد شناسه ملی ۲۲۷۹۶۷۲۷۶۶ و معصومه طالبی به کد شناسه ملی ۲۲۷۹۷۶۴۳۴۶ هر کدام نسبت به دو دانگ مشاع از شش دانگ زمین مشتمل بر بنا به مساحت ۴۶۳.۳ متر مربع خریداری مع الواسطه از ابراهیم جعفری — [269, 144, 502, 188]
section-heading: املاک متقاضیان واقع در قریه طالش محله پلاک ۱۸ اصلی بخش ۵ — [756, 151, 968, 160]
page-number-box — [26, 78, 104, 146]
section-heading: املاک متقاضیان واقع در قریه لیاسرک پلاک ۴۴ اصلی بخش ۵ — [63, 178, 262, 187]
notice-paragraph: ۶۴۴ فرعی محمد مهدی درجلی به کد شناسه ملی ۲۲۷۹۶۸۱۵۸۳ نسبت به شش دانگ زمین مشتمل بر بنا به مساحت ۱۴۶۶۷ متر مربع خریداری مع الواسطه از محمد جواد میرزائی — [269, 568, 502, 601]
text-column-2 — [510, 96, 743, 1380]
section-heading: املاک متقاضیان واقع در قریه طالش سرا پلاک ۲۲۲ اصلی بخش ۵ — [755, 234, 968, 243]
